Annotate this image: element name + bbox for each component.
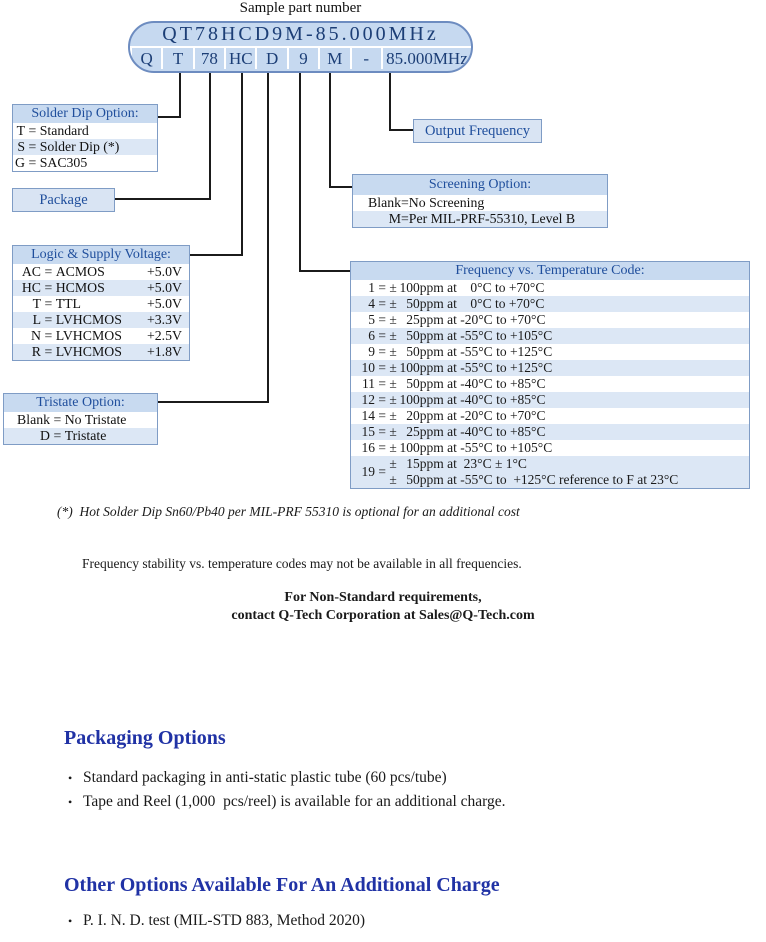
supply-voltage: +5.0V [147, 296, 182, 311]
temp-code: 16 [361, 440, 375, 455]
logic-family: TTL [55, 296, 81, 311]
package-label: Package [39, 191, 88, 208]
equals-sign: = [41, 280, 56, 295]
solder-dip-option-row [13, 155, 157, 171]
temp-range: ppm at 0°C to +70°C [419, 296, 545, 311]
option-code: M [388, 211, 401, 226]
equals-sign: = [375, 296, 390, 311]
connector-output-frequency-vertical [389, 73, 391, 131]
part-number-segment-text: HC [228, 48, 253, 68]
packaging-options-title: Packaging Options [64, 727, 226, 749]
solder-dip-option-title: Solder Dip Option: [13, 105, 157, 123]
equals-sign: = [41, 312, 56, 327]
part-number-segment [287, 48, 318, 69]
temp-code: 4 [368, 296, 375, 311]
temp-code: 19 [361, 464, 375, 479]
supply-voltage: +3.3V [147, 312, 182, 327]
contact-line-2: contact Q-Tech Corporation at Sales@Q-Tech.com [231, 608, 535, 624]
option-code: N [31, 328, 41, 343]
temp-code: 14 [361, 408, 375, 423]
option-value: Tristate [64, 428, 107, 443]
freq-temp-code-row-19-line [389, 456, 678, 472]
freq-temp-code-row [351, 328, 749, 344]
package-box [12, 188, 115, 212]
logic-supply-voltage-row [13, 264, 189, 280]
plus-minus-sign: ± [389, 296, 397, 311]
ppm-value: 100 [399, 392, 420, 407]
temp-range: ppm at 0°C to +70°C [419, 280, 545, 295]
option-code: Blank [368, 195, 401, 210]
other-options-title: Other Options Available For An Additional Charge [64, 874, 500, 896]
equals-sign: = [375, 312, 390, 327]
connector-package-vertical [209, 73, 211, 200]
freq-temp-code-row-19-lines [389, 456, 678, 488]
temp-range: ppm at -55°C to +105°C [419, 328, 553, 343]
part-number-segment [130, 48, 161, 69]
logic-supply-voltage-row [13, 344, 189, 360]
packaging-option-item [68, 793, 506, 811]
packaging-options-list [68, 769, 506, 817]
bullet-text: Standard packaging in anti-static plastic tube (60 pcs/tube) [83, 769, 447, 786]
option-code: S [17, 139, 25, 154]
part-number-segment-text: M [327, 48, 343, 68]
ppm-value: 50 [406, 344, 420, 359]
temp-range: ppm at -40°C to +85°C [419, 376, 546, 391]
plus-minus-sign: ± [389, 328, 397, 343]
ppm-value: 100 [399, 440, 420, 455]
option-code: D [40, 428, 50, 443]
tristate-option-rows [4, 412, 157, 444]
freq-temp-code-row [351, 376, 749, 392]
part-number-segment-text: 78 [200, 48, 218, 68]
logic-supply-voltage-row [13, 328, 189, 344]
connector-logic-supply-vertical [241, 73, 243, 256]
packaging-option-item [68, 769, 506, 787]
plus-minus-sign: ± [389, 280, 397, 295]
connector-solder-dip-vertical [179, 73, 181, 118]
logic-supply-voltage-row [13, 280, 189, 296]
equals-sign: = [25, 139, 40, 154]
sample-part-number-label: Sample part number [239, 0, 362, 16]
ppm-value: 20 [406, 408, 420, 423]
supply-voltage: +5.0V [147, 264, 182, 279]
equals-sign: = [50, 428, 65, 443]
part-number-segment [224, 48, 255, 69]
ppm-value: 25 [406, 424, 420, 439]
temp-range: ppm at -55°C to +105°C [419, 440, 553, 455]
part-number-segment-text: T [172, 48, 184, 68]
temp-code: 10 [361, 360, 375, 375]
logic-family: LVHCMOS [55, 328, 122, 343]
logic-family: ACMOS [55, 264, 105, 279]
option-value: Solder Dip (*) [39, 139, 120, 154]
option-code: HC [21, 280, 41, 295]
screening-option-rows [353, 195, 607, 227]
part-number-segment [161, 48, 192, 69]
equals-sign: = [41, 264, 56, 279]
plus-minus-sign: ± [389, 360, 397, 375]
plus-minus-sign: ± [389, 440, 397, 455]
ppm-value: 100 [399, 280, 420, 295]
option-value: Per MIL-PRF-55310, Level B [408, 211, 576, 226]
contact-line-1: For Non-Standard requirements, [284, 590, 482, 605]
equals-sign: = [41, 344, 56, 359]
ppm-value: 100 [399, 360, 420, 375]
equals-sign: = [25, 123, 40, 138]
freq-temp-code-row [351, 408, 749, 424]
screening-option-row [353, 211, 607, 227]
temp-range: ppm at -55°C to +125°C [419, 360, 553, 375]
logic-family: LVHCMOS [55, 344, 122, 359]
part-number-full: QT78HCD9M-85.000MHz [130, 23, 471, 48]
ppm-value: 50 [406, 472, 420, 487]
option-code: AC [21, 264, 41, 279]
temp-code: 5 [368, 312, 375, 327]
temp-range: ppm at -40°C to +85°C [419, 424, 546, 439]
connector-logic-supply-horizontal [190, 254, 243, 256]
freq-temp-code-title: Frequency vs. Temperature Code: [351, 262, 749, 280]
bullet-icon: • [68, 771, 73, 785]
equals-sign: = [41, 328, 56, 343]
freq-temp-code-row [351, 312, 749, 328]
temp-range: ppm at 23°C ± 1°C [419, 456, 527, 471]
freq-temp-code-row [351, 360, 749, 376]
other-option-item [68, 912, 365, 930]
logic-family: HCMOS [55, 280, 105, 295]
equals-sign: = [25, 155, 40, 170]
logic-family: LVHCMOS [55, 312, 122, 327]
temp-range: ppm at -40°C to +85°C [419, 392, 546, 407]
option-value: No Tristate [64, 412, 127, 427]
logic-supply-voltage-rows [13, 264, 189, 360]
connector-screening-horizontal [329, 186, 354, 188]
ppm-value: 50 [406, 296, 420, 311]
freq-temp-code-row [351, 280, 749, 296]
part-number-segment-text: 9 [299, 48, 308, 68]
temp-code: 9 [368, 344, 375, 359]
plus-minus-sign: ± [389, 376, 397, 391]
equals-sign: = [375, 464, 390, 479]
freq-temp-code-rows [351, 280, 749, 456]
connector-screening-vertical [329, 73, 331, 188]
plus-minus-sign: ± [389, 472, 397, 487]
logic-supply-voltage-title: Logic & Supply Voltage: [13, 246, 189, 264]
screening-option-title: Screening Option: [353, 175, 607, 195]
part-number-box [128, 21, 473, 73]
part-number-segments [130, 48, 471, 69]
bullet-text: Tape and Reel (1,000 pcs/reel) is available for an additional charge. [83, 793, 506, 810]
part-number-segment-text: 85.000MHz [386, 48, 468, 68]
equals-sign: = [375, 360, 390, 375]
freq-temp-code-row [351, 296, 749, 312]
option-value: SAC305 [39, 155, 88, 170]
part-number-segment-text: Q [140, 48, 153, 68]
ppm-value: 25 [406, 312, 420, 327]
freq-temp-code-row-19 [351, 456, 749, 488]
part-number-segment [381, 48, 471, 69]
logic-supply-voltage-box [12, 245, 190, 361]
other-options-list [68, 912, 365, 936]
plus-minus-sign: ± [389, 408, 397, 423]
plus-minus-sign: ± [389, 312, 397, 327]
connector-package-horizontal [115, 198, 211, 200]
tristate-option-box [3, 393, 158, 445]
tristate-option-row [4, 412, 157, 428]
equals-sign: = [50, 412, 65, 427]
option-code: Blank [17, 412, 50, 427]
plus-minus-sign: ± [389, 392, 397, 407]
connector-output-frequency-horizontal [389, 129, 415, 131]
plus-minus-sign: ± [389, 456, 397, 471]
part-number-segment [350, 48, 381, 69]
temp-code: 6 [368, 328, 375, 343]
tristate-option-title: Tristate Option: [4, 394, 157, 412]
supply-voltage: +5.0V [147, 280, 182, 295]
availability-note: Frequency stability vs. temperature codes may not be available in all frequencies. [82, 556, 522, 571]
temp-code: 12 [361, 392, 375, 407]
ppm-value: 50 [406, 376, 420, 391]
part-number-segment [193, 48, 224, 69]
equals-sign: = [375, 280, 390, 295]
bullet-icon: • [68, 914, 73, 928]
equals-sign: = [401, 195, 409, 210]
option-code: T [32, 296, 41, 311]
option-code: G [15, 155, 25, 170]
connector-freq-temp-vertical [299, 73, 301, 272]
option-code: T [16, 123, 25, 138]
plus-minus-sign: ± [389, 424, 397, 439]
temp-range: ppm at -55°C to +125°C [419, 344, 553, 359]
freq-temp-code-row [351, 440, 749, 456]
screening-option-row [353, 195, 607, 211]
supply-voltage: +1.8V [147, 344, 182, 359]
non-standard-contact [13, 589, 753, 625]
part-number-segment-text: - [363, 48, 370, 68]
ppm-value: 15 [406, 456, 420, 471]
freq-temp-code-row-19-line [389, 472, 678, 488]
tristate-option-row [4, 428, 157, 444]
output-frequency-label: Output Frequency [424, 122, 531, 139]
logic-supply-voltage-row [13, 296, 189, 312]
equals-sign: = [375, 344, 390, 359]
part-number-segment [255, 48, 286, 69]
bullet-text: P. I. N. D. test (MIL-STD 883, Method 2020) [83, 912, 365, 929]
screening-option-box [352, 174, 608, 228]
part-number-segment-text: D [265, 48, 279, 68]
option-value: No Screening [408, 195, 485, 210]
connector-tristate-vertical [267, 73, 269, 403]
temp-range: ppm at -20°C to +70°C [419, 408, 546, 423]
connector-tristate-horizontal [158, 401, 269, 403]
freq-temp-code-row [351, 424, 749, 440]
option-code: L [32, 312, 41, 327]
equals-sign: = [375, 376, 390, 391]
solder-dip-footnote: (*) Hot Solder Dip Sn60/Pb40 per MIL-PRF 55310 is optional for an additional cost [57, 504, 520, 519]
logic-supply-voltage-row [13, 312, 189, 328]
equals-sign: = [375, 408, 390, 423]
option-value: Standard [39, 123, 89, 138]
part-number-segment [318, 48, 349, 69]
temp-code: 11 [362, 376, 375, 391]
solder-dip-option-box [12, 104, 158, 172]
equals-sign: = [401, 211, 409, 226]
supply-voltage: +2.5V [147, 328, 182, 343]
freq-temp-code-table [350, 261, 750, 489]
solder-dip-option-row [13, 139, 157, 155]
temp-range: ppm at -55°C to +125°C reference to F at 23°C [419, 472, 679, 487]
equals-sign: = [375, 392, 390, 407]
temp-code: 15 [361, 424, 375, 439]
bullet-icon: • [68, 795, 73, 809]
equals-sign: = [375, 440, 390, 455]
plus-minus-sign: ± [389, 344, 397, 359]
temp-code: 1 [368, 280, 375, 295]
equals-sign: = [375, 328, 390, 343]
solder-dip-option-rows [13, 123, 157, 171]
solder-dip-option-row [13, 123, 157, 139]
freq-temp-code-row [351, 392, 749, 408]
option-code: R [31, 344, 41, 359]
temp-range: ppm at -20°C to +70°C [419, 312, 546, 327]
connector-freq-temp-horizontal [299, 270, 352, 272]
equals-sign: = [41, 296, 56, 311]
connector-solder-dip-horizontal [157, 116, 181, 118]
output-frequency-box [413, 119, 542, 143]
ppm-value: 50 [406, 328, 420, 343]
freq-temp-code-row [351, 344, 749, 360]
equals-sign: = [375, 424, 390, 439]
